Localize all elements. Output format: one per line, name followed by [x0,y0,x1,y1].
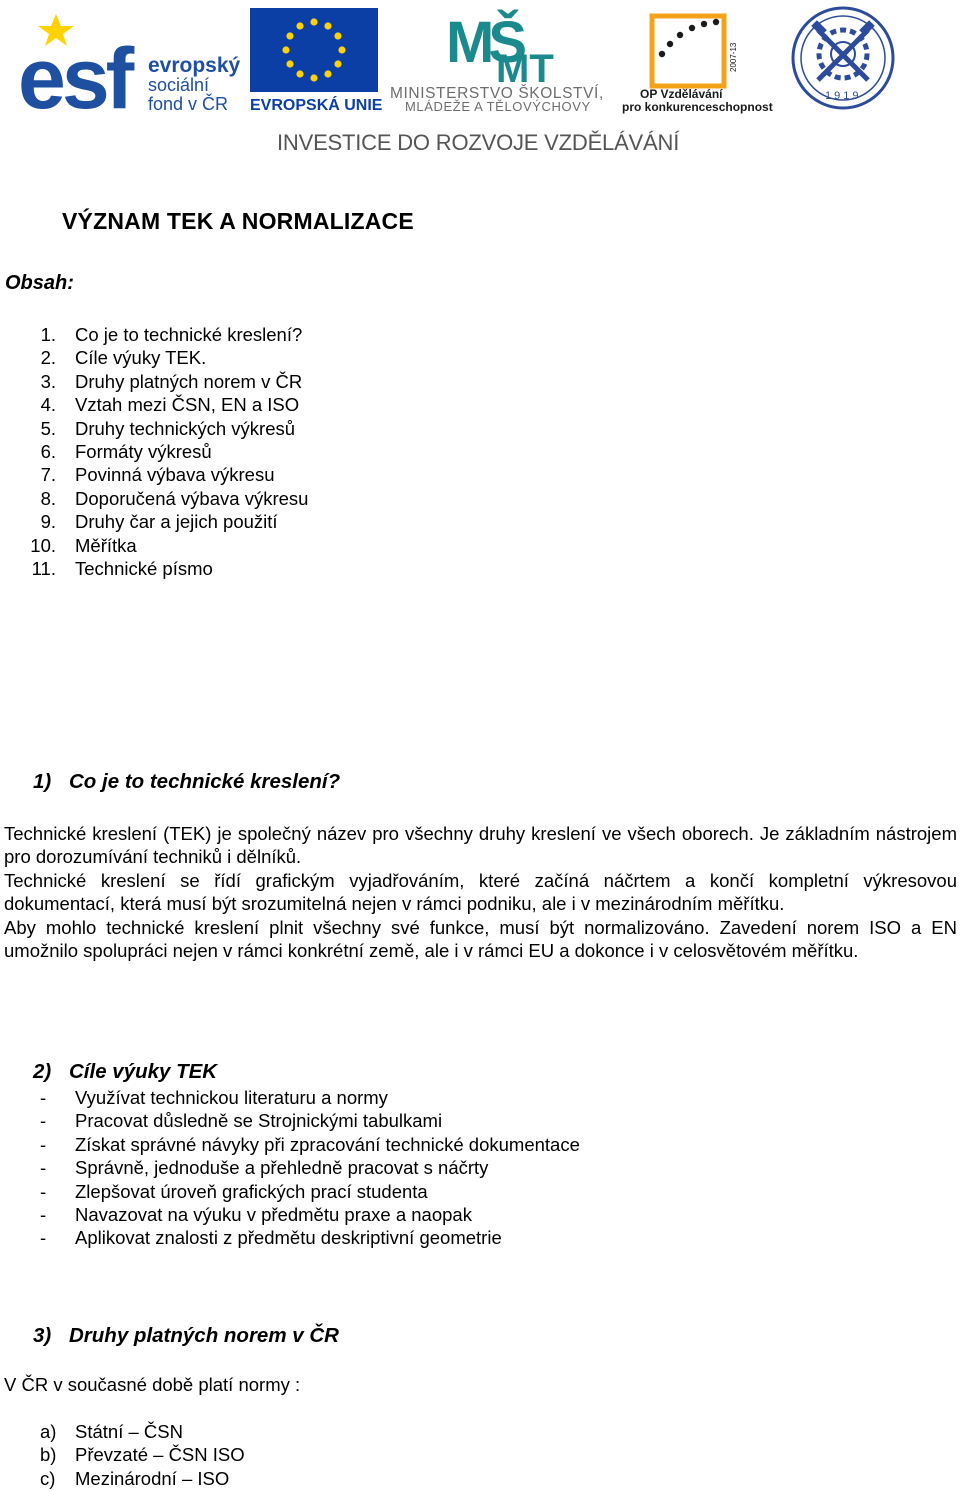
op-years: 2007-13 [729,42,738,72]
toc-item: 11. Technické písmo [31,557,213,579]
esf-line2: sociální [148,75,210,95]
esf-line3: fond v ČR [148,94,229,114]
msmt-line2: MLÁDEŽE A TĚLOVÝCHOVY [405,99,591,114]
msmt-line1: MINISTERSTVO ŠKOLSTVÍ, [390,85,604,102]
list-item: b) Převzaté – ČSN ISO [40,1444,245,1466]
school-seal-logo [793,8,893,108]
svg-text:MT: MT [496,47,554,91]
paragraph: Technické kreslení (TEK) je společný název pro všechny druhy kreslení ve všech oborech. Je základním nástrojem pro dorozumívání techniků i dělníků. [4,823,957,868]
contents-label: Obsah: [5,272,74,294]
eu-flag-logo [250,8,383,114]
section3-norms-list [0,1420,600,1490]
list-item: a) Státní – ČSN [40,1421,183,1442]
toc-item: 4. Vztah mezi ČSN, EN a ISO [40,394,300,416]
toc-item: 1. Co je to technické kreslení? [40,324,303,345]
svg-text:esf: esf [18,31,131,127]
header-logos [0,0,960,160]
esf-logo [18,8,241,127]
table-of-contents [0,323,600,580]
toc-item: 3. Druhy platných norem v ČR [40,370,303,392]
section1-body [4,822,957,962]
op-line1: OP Vzdělávání [640,87,723,101]
esf-line1: evropský [148,54,241,77]
section2-goals-list [0,1086,700,1250]
toc-item: 8. Doporučená výbava výkresu [40,487,309,509]
toc-item: 6. Formáty výkresů [40,440,212,462]
toc-item: 9. Druhy čar a jejich použití [40,511,278,533]
section2-heading: 2) Cíle výuky TEK [33,1060,218,1083]
svg-text:MŠ: MŠ [446,10,521,75]
op-line2: pro konkurenceschopnost [622,100,773,114]
section1-heading: 1) Co je to technické kreslení? [33,770,341,793]
list-item: - Zlepšovat úroveň grafických prací studenta [40,1180,428,1202]
eu-label: EVROPSKÁ UNIE [250,97,383,114]
toc-item: 7. Povinná výbava výkresu [40,464,275,486]
op-vk-logo [622,16,773,114]
list-item: - Navazovat na výuku v předmětu praxe a naopak [40,1203,472,1225]
list-item: - Správně, jednoduše a přehledně pracovat s náčrty [40,1157,489,1179]
toc-item: 2. Cíle výuky TEK. [40,347,207,369]
list-item: - Pracovat důsledně se Strojnickými tabulkami [40,1110,443,1132]
list-item: - Získat správné návyky při zpracování technické dokumentace [40,1133,580,1155]
msmt-logo [390,10,604,114]
paragraph: Technické kreslení se řídí grafickým vyjadřováním, které začíná náčrtem a končí kompletní výkresovou dokumentací, která musí být srozumitelná nejen v rámci podniku, ale i v mezinárodním měřítku. [4,869,957,915]
section3-intro: V ČR v současné době platí normy : [4,1374,301,1395]
list-item: - Aplikovat znalosti z předmětu deskriptivní geometrie [40,1227,502,1249]
investice-tagline: INVESTICE DO ROZVOJE VZDĚLÁVÁNÍ [277,130,680,155]
list-item: c) Mezinárodní – ISO [40,1467,230,1489]
toc-item: 10. Měřítka [30,534,137,556]
document-title: VÝZNAM TEK A NORMALIZACE [62,208,414,234]
paragraph: Aby mohlo technické kreslení plnit všechny své funkce, musí být normalizováno. Zavedení norem ISO a EN umožnilo spolupráci nejen v rámci konkrétní země, ale i v rámci EU a dokonce i v celosvětovém měřítku. [4,916,957,962]
seal-year: 1919 [825,90,862,102]
section3-heading: 3) Druhy platných norem v ČR [33,1324,339,1347]
toc-item: 5. Druhy technických výkresů [40,417,296,439]
list-item: - Využívat technickou literaturu a normy [40,1087,388,1108]
